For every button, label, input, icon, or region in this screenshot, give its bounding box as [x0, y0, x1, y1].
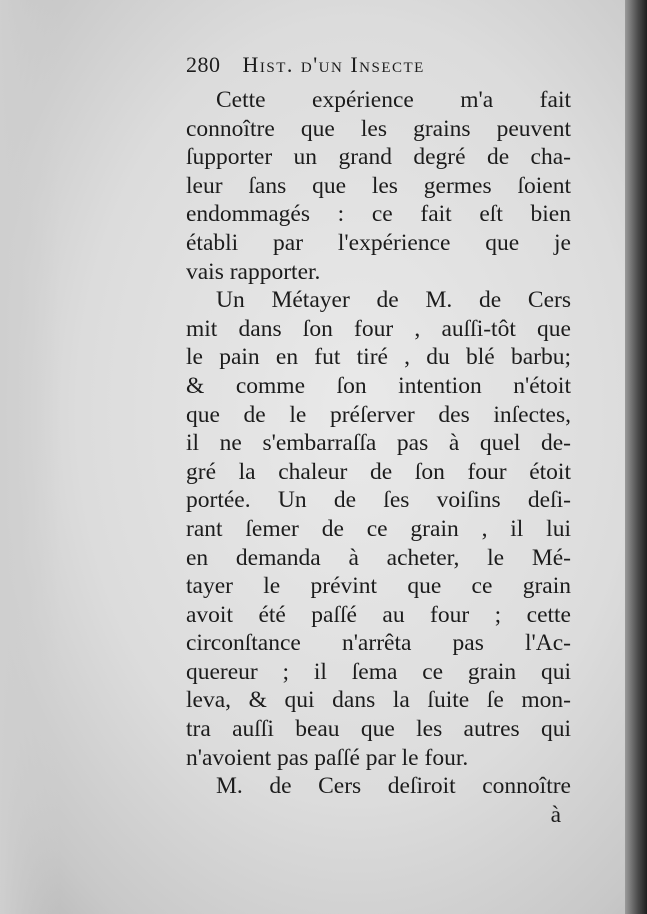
- text-line: endommagés : ce fait eſt bien: [186, 201, 571, 228]
- text-line: avoit été paſſé au four ; cette: [186, 601, 571, 628]
- text-line: M. de Cers deſiroit connoître: [216, 773, 571, 800]
- running-header: [186, 52, 571, 86]
- catchword: à: [550, 801, 561, 828]
- text-line: Un Métayer de M. de Cers: [216, 287, 571, 314]
- text-line: en demanda à acheter, le Mé-: [186, 544, 571, 571]
- paragraph-2: [186, 286, 571, 772]
- text-line: portée. Un de ſes voiſins deſi-: [186, 487, 571, 514]
- text-line: leva, & qui dans la ſuite ſe mon-: [186, 687, 571, 714]
- text-line: rant ſemer de ce grain , il lui: [186, 515, 571, 542]
- text-line: n'avoient pas paſſé par le four.: [186, 744, 469, 771]
- text-line: tra auſſi beau que les autres qui: [186, 716, 571, 743]
- page-number: 280: [186, 52, 221, 77]
- page-text: [186, 52, 571, 829]
- text-line: le pain en fut tiré , du blé barbu;: [186, 344, 571, 371]
- page-edge-shadow: [625, 0, 647, 914]
- text-line: & comme ſon intention n'étoit: [186, 372, 571, 399]
- text-line: leur ſans que les germes ſoient: [186, 172, 571, 199]
- paragraph-1: [186, 86, 571, 286]
- page-gutter-shadow: [0, 0, 60, 914]
- text-line: gré la chaleur de ſon four étoit: [186, 458, 571, 485]
- text-line: il ne s'embarraſſa pas à quel de-: [186, 430, 571, 457]
- text-line: vais rapporter.: [186, 258, 321, 285]
- text-line: quereur ; il ſema ce grain qui: [186, 658, 571, 685]
- text-line: que de le préſerver des inſectes,: [186, 401, 571, 428]
- text-line: établi par l'expérience que je: [186, 229, 571, 256]
- text-line: circonſtance n'arrêta pas l'Ac-: [186, 630, 571, 657]
- paragraph-3: [186, 772, 571, 801]
- running-title: Hist. d'un Insecte: [242, 52, 425, 77]
- text-line: ſupporter un grand degré de cha-: [186, 144, 571, 171]
- text-line: connoître que les grains peuvent: [186, 115, 571, 142]
- text-line: Cette expérience m'a fait: [216, 87, 571, 113]
- text-line: tayer le prévint que ce grain: [186, 573, 571, 600]
- text-line: mit dans ſon four , auſſi-tôt que: [186, 315, 571, 342]
